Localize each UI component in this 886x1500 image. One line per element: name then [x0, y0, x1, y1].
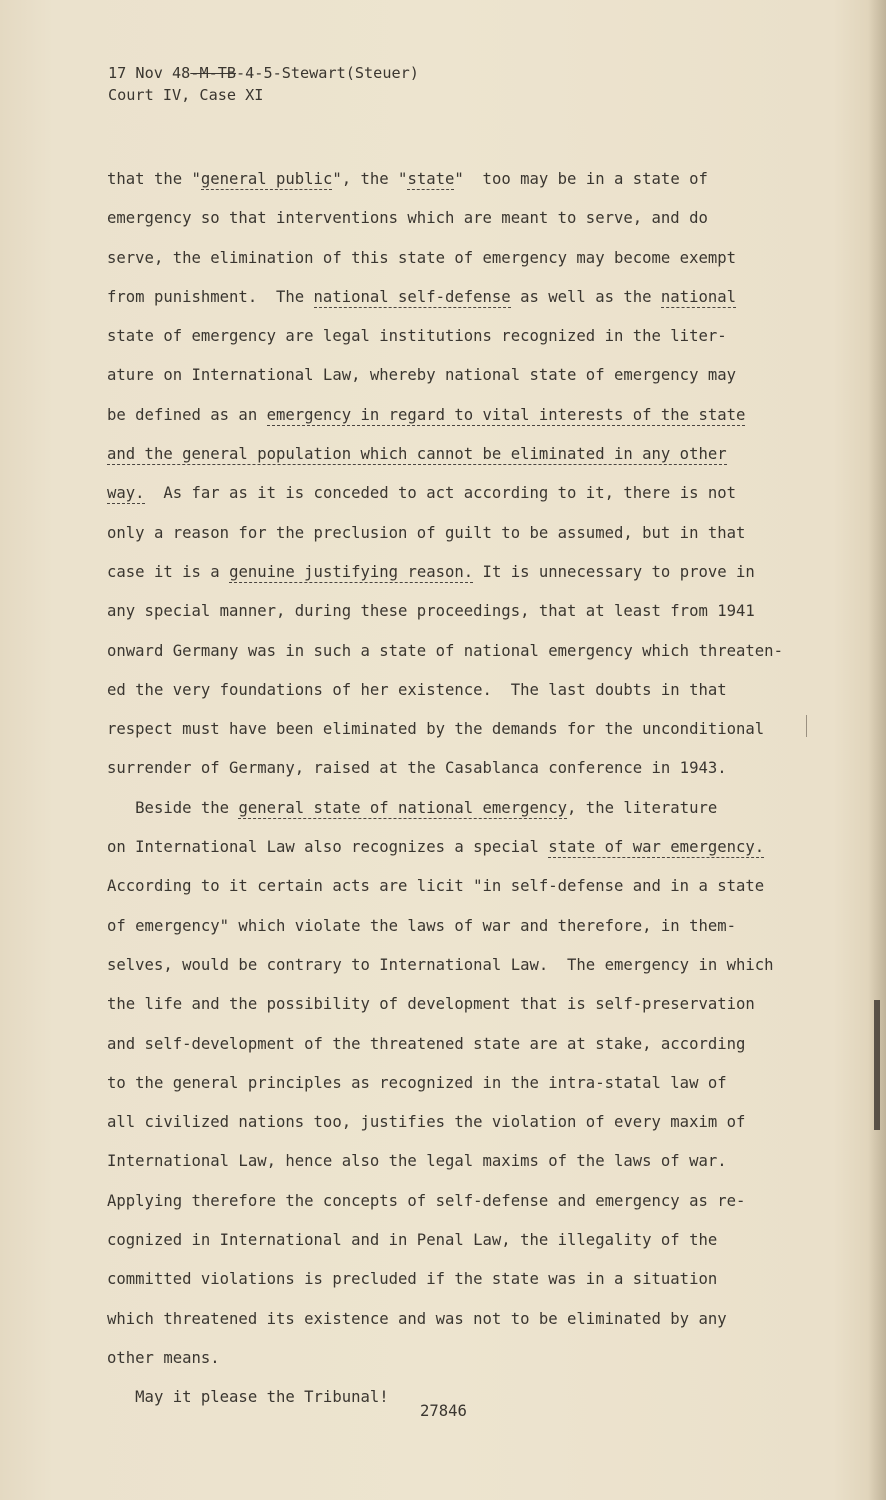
text-line: from punishment. The national self-defense as well as the national	[107, 287, 737, 306]
text-line: International Law, hence also the legal maxims of the laws of war.	[107, 1152, 727, 1171]
underlined-phrase: general public	[200, 170, 333, 188]
text-line	[107, 435, 807, 474]
underlined-phrase: general state of national emergency	[238, 798, 568, 817]
text-line: Beside the general state of national emergency, the literature	[107, 798, 718, 817]
binding-mark	[874, 1000, 880, 1130]
text-line: other means.	[107, 1348, 220, 1367]
text-line: ed the very foundations of her existence. The last doubts in that	[107, 680, 727, 699]
underlined-phrase: state	[407, 170, 455, 188]
text-line: be defined as an emergency in regard to vital interests of the state	[107, 405, 746, 424]
text-line: serve, the elimination of this state of emergency may become exempt	[107, 248, 737, 267]
text-line: and self-development of the threatened state are at stake, according	[107, 1034, 746, 1053]
underlined-phrase: national	[660, 287, 737, 306]
text-line: on International Law also recognizes a special state of war emergency.	[107, 838, 765, 857]
text-line: According to it certain acts are licit "in self-defense and in a state	[107, 877, 765, 896]
text-line: selves, would be contrary to International Law. The emergency in which	[107, 955, 774, 974]
underlined-phrase: and the general population which cannot be eliminated in any other	[107, 445, 727, 464]
text-line: of emergency" which violate the laws of war and therefore, in them-	[107, 916, 737, 935]
text-line: Applying therefore the concepts of self-defense and emergency as re-	[107, 1191, 746, 1210]
underlined-phrase: emergency in regard to vital interests of the state	[266, 405, 746, 424]
text-line: surrender of Germany, raised at the Casablanca conference in 1943.	[107, 759, 727, 778]
text-line: emergency so that interventions which are meant to serve, and do	[107, 209, 708, 228]
underlined-phrase: genuine justifying reason.	[229, 562, 474, 581]
underlined-phrase: national self-defense	[313, 287, 511, 306]
text-line: committed violations is precluded if the state was in a situation	[107, 1270, 718, 1289]
header-date-code: 17 Nov 48	[108, 64, 191, 82]
text-line: any special manner, during these proceedings, that at least from 1941	[107, 602, 755, 621]
text-line: state of emergency are legal institutions recognized in the liter-	[107, 327, 727, 346]
text-line: ature on International Law, whereby national state of emergency may	[107, 366, 737, 385]
header-struck-code: -M-TB	[190, 64, 237, 82]
text-line: that the "general public", the "state" too may be in a state of	[107, 170, 708, 188]
closing-line: May it please the Tribunal!	[107, 1388, 389, 1407]
text-line: onward Germany was in such a state of national emergency which threaten-	[107, 641, 783, 660]
text-line: the life and the possibility of development that is self-preservation	[107, 995, 755, 1014]
text-line: cognized in International and in Penal Law, the illegality of the	[107, 1231, 718, 1250]
page-number: 27846	[420, 1402, 467, 1420]
document-body	[107, 160, 807, 1418]
text-line: respect must have been eliminated by the demands for the unconditional	[107, 720, 765, 739]
text-line: case it is a genuine justifying reason. It is unnecessary to prove in	[107, 562, 755, 581]
text-line: way. As far as it is conceded to act according to it, there is not	[107, 484, 737, 503]
text-line: which threatened its existence and was not to be eliminated by any	[107, 1309, 727, 1328]
text-line: to the general principles as recognized in the intra-statal law of	[107, 1073, 727, 1092]
header-reference: -4-5-Stewart(Steuer)	[236, 64, 419, 82]
document-header	[108, 62, 419, 106]
text-line: all civilized nations too, justifies the violation of every maxim of	[107, 1113, 746, 1132]
header-court-case: Court IV, Case XI	[108, 86, 264, 104]
underlined-phrase: state of war emergency.	[548, 838, 765, 857]
page-edge-shadow	[868, 0, 886, 1500]
underlined-phrase: way.	[107, 484, 145, 503]
text-line: only a reason for the preclusion of guilt to be assumed, but in that	[107, 523, 746, 542]
